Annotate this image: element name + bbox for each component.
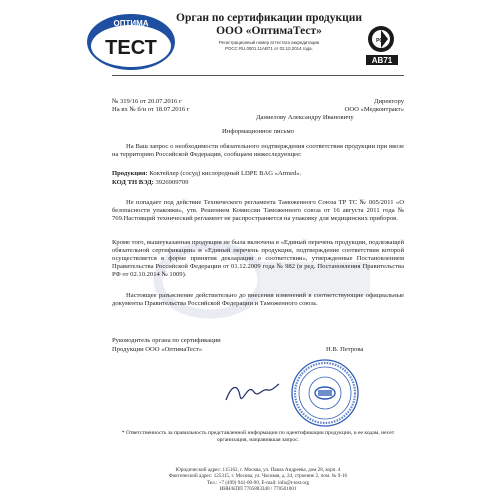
logo-main-text: ТЕСТ [105, 37, 157, 59]
product-code-line [112, 179, 188, 187]
accreditation-info [174, 40, 364, 52]
product-line [112, 170, 301, 178]
addressee-position: Директору [374, 98, 404, 105]
rst-mark-text: РСТ [376, 38, 386, 44]
body-text-1: Не попадает под действие Технического регламента Таможенного Союза ТР ТС № 005/2011 «О безопасности упаковки», утв. Решением Комиссии Таможенного союза от 16 августа 2011 года № 769.Настоящий технический регламент не распространяется на упаковку для медицинских приборов. [112, 199, 404, 223]
rst-code: АВ71 [371, 56, 393, 65]
footer-actual-address: Фактический адрес: 125315, г. Москва, ул. Часовая, д. 24, строение 2, пом. № 9-16 [168, 473, 348, 480]
body-paragraph-3 [112, 292, 404, 308]
footnote: * Ответственность за правильность представленной информации по идентификации продукции, и ее кодам, несет организация, направившая запрос. [121, 430, 395, 443]
accreditation-line2: РОСС RU.0001.11АВ71 от 02.10.2014 года. [225, 46, 313, 51]
intro-text: На Ваш запрос о необходимости обязательного подтверждения соответствия продукции при ввозе на территорию Российской Федерации, сообщаем нижеследующее: [112, 143, 404, 159]
issuer-title-line1: Орган по сертификации продукции [176, 12, 362, 24]
footer-phone-email: Тел.: +7 (499) 941-00-90, E-mail: info@t-test.org [206, 479, 310, 486]
letter-number: № 319/16 от 20.07.2016 г [112, 98, 182, 105]
signatory-title-line2: Продукции ООО «ОптимаТест» [112, 346, 203, 353]
logo-top-text: ОПТИМА [113, 19, 149, 28]
issuer-title-line2: ООО «ОптимаТест» [216, 25, 322, 37]
body-paragraph-1 [112, 199, 404, 223]
footer-contacts [112, 467, 404, 492]
addressee-company: ООО «Медконтракт» [344, 106, 404, 113]
product-value: Коктейлер (сосуд) кислородный LDPE BAG «Armed». [147, 170, 302, 177]
product-code-label: КОД ТН ВЭД: [112, 179, 154, 186]
signatory-title-line1: Руководитель органа по сертификации [112, 337, 221, 344]
optimatest-logo [85, 12, 177, 72]
footer-legal-address: Юридический адрес: 115162, г. Москва, ул. Павла Андреева, дом 28, корп. 4 [175, 467, 341, 473]
letter-subject: Информационное письмо [222, 128, 294, 135]
official-stamp [290, 358, 360, 428]
accreditation-line1: Регистрационный номер аттестата аккредитации [218, 40, 320, 45]
intro-paragraph [112, 143, 404, 159]
issuer-title [174, 12, 364, 38]
body-paragraph-2 [112, 239, 404, 279]
header-divider [112, 75, 404, 76]
footer-tax-ids: ИНН/КПП 7705883340 / 770501001 [219, 485, 297, 492]
incoming-reference: На вх № б/н от 18.07.2016 г [112, 106, 190, 113]
product-label: Продукция: [112, 170, 148, 177]
addressee-name: Даниелову Александру Ивановичу [256, 114, 354, 121]
rst-conformity-mark [362, 24, 402, 66]
body-text-3: Настоящее разъяснение действительно до внесения изменений в соответствующие официальные документы Правительства Российской Федерации и Таможенного союза. [112, 292, 404, 308]
body-text-2: Кроме того, вышеуказанная продукция не была включена в «Единый перечень продукции, подлежащей обязательной сертификации» и «Единый перечень продукции, подтверждение соответствия которой осуществляется в форме принятия декларации о соответствии», утвержденные Постановлением Правительства Российской Федерации от 01.12.2009 года № 982 (в ред. Постановления Правительства РФ от 02.10.2014 № 1009). [112, 239, 404, 279]
product-code-value: 3926909709 [153, 179, 189, 186]
handwritten-signature [222, 376, 282, 410]
signatory-name: Н.В. Петрова [326, 346, 364, 353]
